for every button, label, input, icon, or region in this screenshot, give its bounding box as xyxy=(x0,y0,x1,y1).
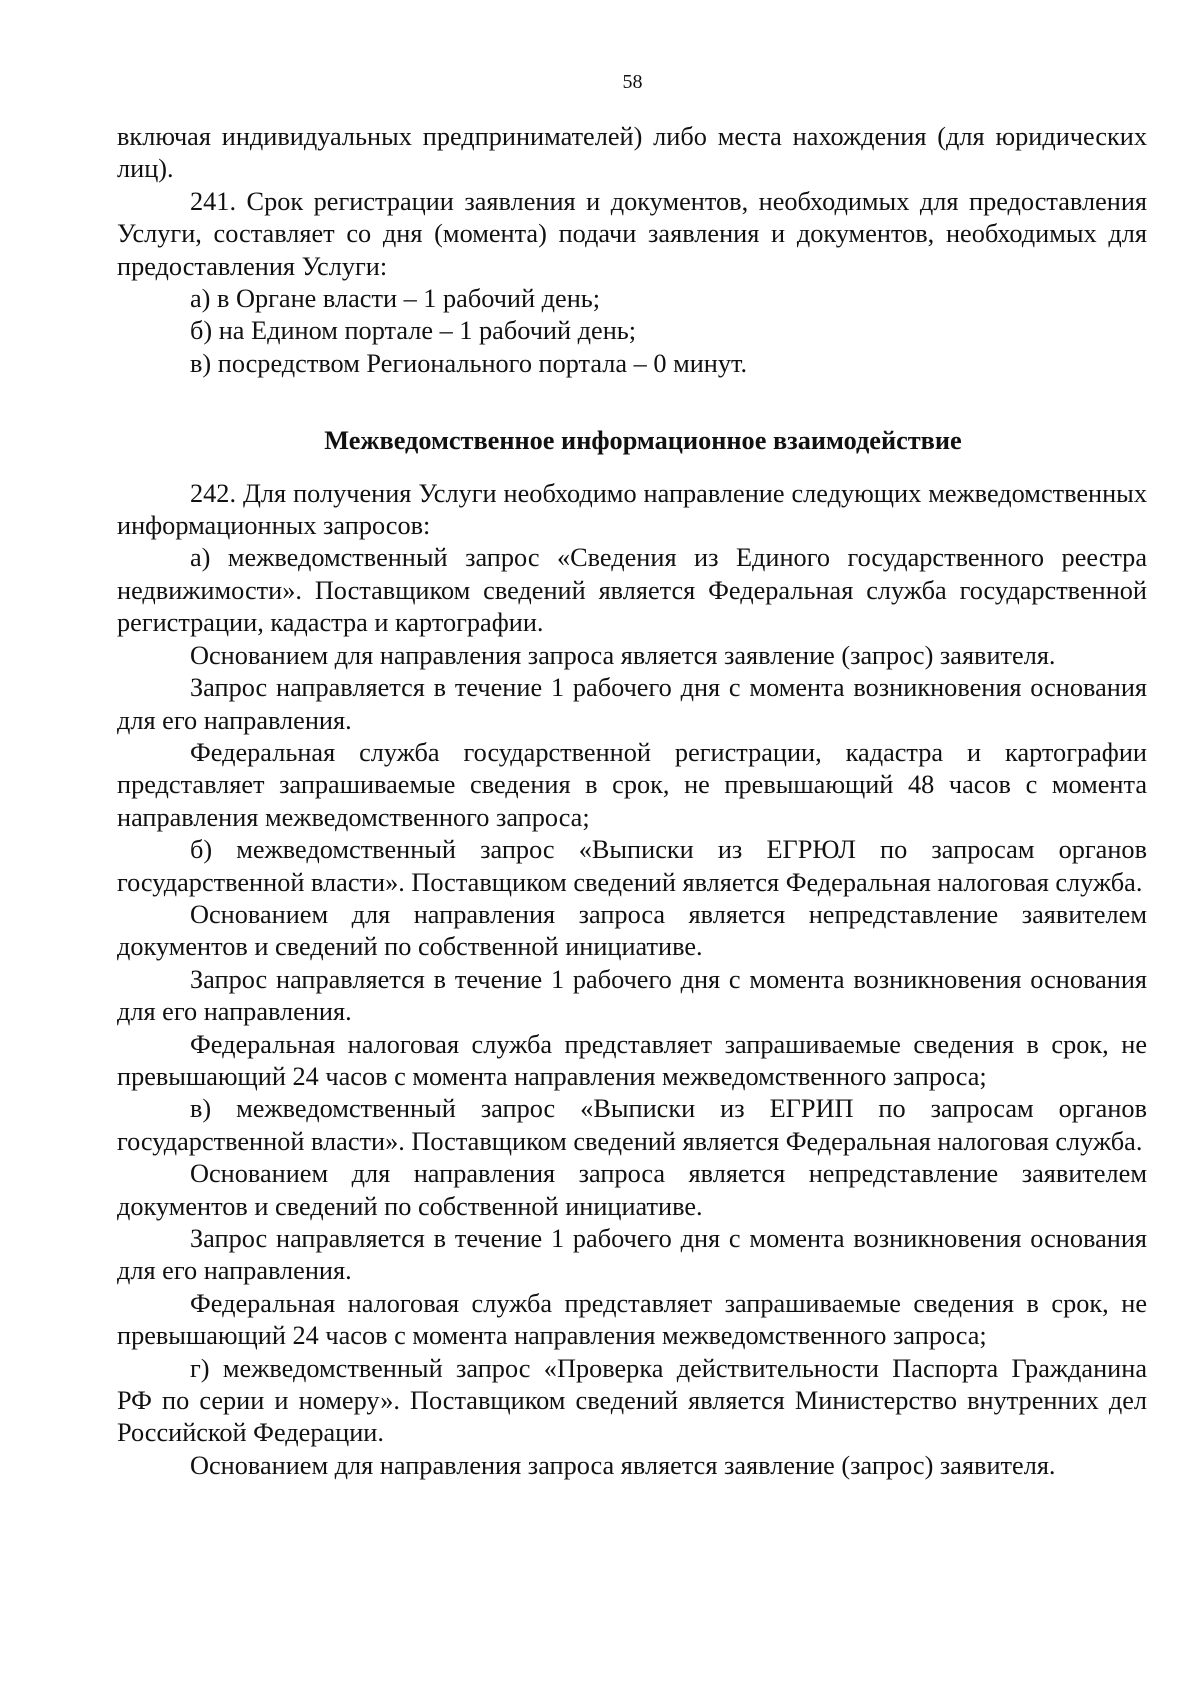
request-a-response: Федеральная служба государственной регистрации, кадастра и картографии представляет запрашиваемые сведения в срок, не превышающий 48 часов с момента направления межведомственного запроса; xyxy=(117,737,1147,832)
request-b-basis: Основанием для направления запроса является непредставление заявителем документов и сведений по собственной инициативе. xyxy=(117,899,1147,962)
request-v-basis: Основанием для направления запроса является непредставление заявителем документов и сведений по собственной инициативе. xyxy=(117,1159,1147,1221)
request-g-basis: Основанием для направления запроса является заявление (запрос) заявителя. xyxy=(190,1450,1056,1480)
section-heading: Межведомственное информационное взаимодействие xyxy=(324,426,962,456)
paragraph-242: 242. Для получения Услуги необходимо направление следующих межведомственных информационных запросов: xyxy=(117,478,1147,541)
spacer xyxy=(117,380,1147,425)
request-b: б) межведомственный запрос «Выписки из ЕГРЮЛ по запросам органов государственной власти». Поставщиком сведений является Федеральная налоговая служба. xyxy=(117,835,1147,897)
request-a: а) межведомственный запрос «Сведения из Единого государственного реестра недвижимости». Поставщиком сведений является Федеральная служба государственной регистрации, кадастра и картографии. xyxy=(117,543,1147,638)
list-item-b: б) на Едином портале – 1 рабочий день; xyxy=(190,316,637,346)
list-item-v: в) посредством Регионального портала – 0 минут. xyxy=(190,348,748,378)
paragraph-continuation: включая индивидуальных предпринимателей) либо места нахождения (для юридических лиц). xyxy=(117,122,1147,184)
request-g: г) межведомственный запрос «Проверка действительности Паспорта Гражданина РФ по серии и номеру». Поставщиком сведений является Министерство внутренних дел Российской Федерации. xyxy=(117,1353,1147,1448)
request-v-response: Федеральная налоговая служба представляет запрашиваемые сведения в срок, не превышающий 24 часов с момента направления межведомственного запроса; xyxy=(117,1288,1147,1351)
paragraph-241: 241. Срок регистрации заявления и документов, необходимых для предоставления Услуги, составляет со дня (момента) подачи заявления и документов, необходимых для предоставления Услуги: xyxy=(117,186,1147,281)
request-b-response: Федеральная налоговая служба представляет запрашиваемые сведения в срок, не превышающий 24 часов с момента направления межведомственного запроса; xyxy=(117,1029,1147,1091)
page-number: 58 xyxy=(622,71,643,93)
request-v: в) межведомственный запрос «Выписки из ЕГРИП по запросам органов государственной власти». Поставщиком сведений является Федеральная налоговая служба. xyxy=(117,1094,1147,1156)
request-v-timing: Запрос направляется в течение 1 рабочего дня с момента возникновения основания для его направления. xyxy=(117,1224,1147,1286)
list-item-a: а) в Органе власти – 1 рабочий день; xyxy=(190,284,601,314)
document-body xyxy=(117,121,1147,1482)
request-a-basis: Основанием для направления запроса является заявление (запрос) заявителя. xyxy=(190,640,1056,670)
request-b-timing: Запрос направляется в течение 1 рабочего дня с момента возникновения основания для его направления. xyxy=(117,964,1147,1027)
spacer xyxy=(117,458,1147,478)
request-a-timing: Запрос направляется в течение 1 рабочего дня с момента возникновения основания для его направления. xyxy=(117,673,1147,735)
